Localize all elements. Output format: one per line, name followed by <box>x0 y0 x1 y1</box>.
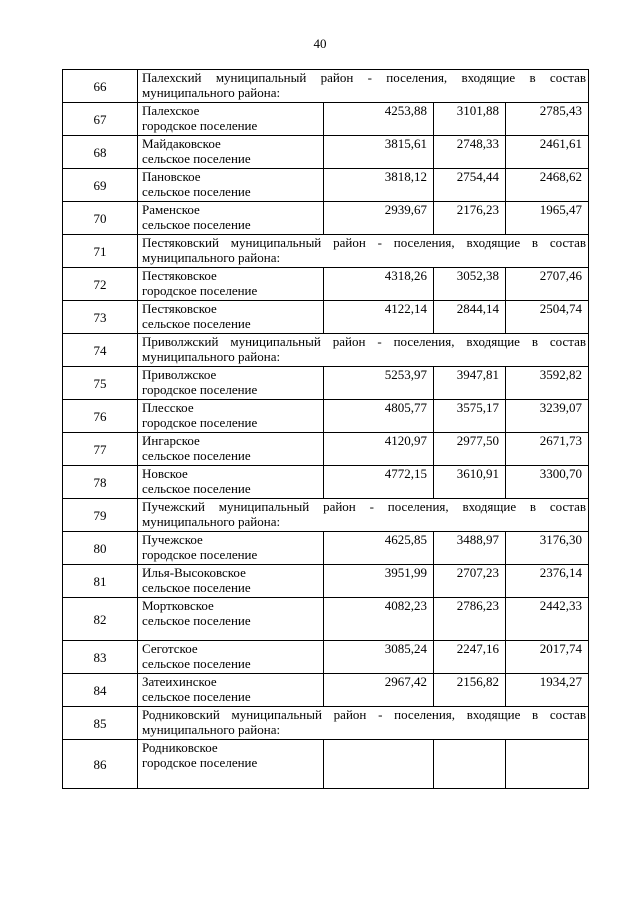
value-col-2 <box>434 740 506 789</box>
settlement-name-line2: сельское поселение <box>142 316 251 331</box>
value-col-2: 2156,82 <box>434 674 506 707</box>
settlement-name <box>138 301 324 334</box>
value-col-1: 3815,61 <box>324 136 434 169</box>
settlement-row <box>63 565 589 598</box>
row-number: 67 <box>63 103 138 136</box>
value-col-3: 2671,73 <box>506 433 589 466</box>
value-col-2: 2707,23 <box>434 565 506 598</box>
settlement-name <box>138 400 324 433</box>
district-row <box>63 707 589 740</box>
settlement-name-line2: сельское поселение <box>142 656 251 671</box>
settlement-row <box>63 367 589 400</box>
settlement-name <box>138 367 324 400</box>
settlement-row <box>63 136 589 169</box>
settlement-row <box>63 532 589 565</box>
settlement-name-line1: Приволжское <box>142 367 217 382</box>
value-col-3: 3592,82 <box>506 367 589 400</box>
row-number: 84 <box>63 674 138 707</box>
value-col-3: 2376,14 <box>506 565 589 598</box>
settlement-name-line1: Пучежское <box>142 532 203 547</box>
value-col-1: 4120,97 <box>324 433 434 466</box>
value-col-2: 3610,91 <box>434 466 506 499</box>
district-row <box>63 70 589 103</box>
row-number: 86 <box>63 740 138 789</box>
settlement-name-line2: городское поселение <box>142 547 258 562</box>
settlement-name-line1: Новское <box>142 466 188 481</box>
settlement-name <box>138 433 324 466</box>
row-number: 75 <box>63 367 138 400</box>
settlement-row <box>63 674 589 707</box>
settlement-row <box>63 740 589 789</box>
settlement-name-line2: сельское поселение <box>142 613 251 628</box>
value-col-2: 3052,38 <box>434 268 506 301</box>
settlement-row <box>63 301 589 334</box>
row-number: 68 <box>63 136 138 169</box>
value-col-2: 2844,14 <box>434 301 506 334</box>
district-title: Пучежский муниципальный район - поселения, входящие в состав муниципального района: <box>138 499 589 532</box>
value-col-2: 3101,88 <box>434 103 506 136</box>
value-col-2: 2247,16 <box>434 641 506 674</box>
settlement-name <box>138 674 324 707</box>
row-number: 83 <box>63 641 138 674</box>
settlement-name <box>138 532 324 565</box>
settlement-name <box>138 169 324 202</box>
value-col-1: 5253,97 <box>324 367 434 400</box>
settlement-name-line1: Родниковское <box>142 740 218 755</box>
value-col-1: 2967,42 <box>324 674 434 707</box>
row-number: 81 <box>63 565 138 598</box>
value-col-1: 3951,99 <box>324 565 434 598</box>
value-col-2: 2748,33 <box>434 136 506 169</box>
value-col-1: 4318,26 <box>324 268 434 301</box>
row-number: 71 <box>63 235 138 268</box>
settlement-name-line1: Плесское <box>142 400 194 415</box>
value-col-1: 4772,15 <box>324 466 434 499</box>
settlement-row <box>63 169 589 202</box>
value-col-2: 2754,44 <box>434 169 506 202</box>
settlement-name-line2: городское поселение <box>142 283 258 298</box>
page-number: 40 <box>313 36 327 51</box>
row-number: 72 <box>63 268 138 301</box>
settlement-name-line2: сельское поселение <box>142 217 251 232</box>
row-number: 82 <box>63 598 138 641</box>
tariff-table <box>62 69 589 789</box>
value-col-3: 1965,47 <box>506 202 589 235</box>
settlement-row <box>63 598 589 641</box>
district-title: Приволжский муниципальный район - поселения, входящие в состав муниципального района: <box>138 334 589 367</box>
value-col-3: 2707,46 <box>506 268 589 301</box>
settlement-name-line2: городское поселение <box>142 382 258 397</box>
value-col-2: 3947,81 <box>434 367 506 400</box>
settlement-name <box>138 136 324 169</box>
value-col-3: 2442,33 <box>506 598 589 641</box>
settlement-row <box>63 103 589 136</box>
value-col-2: 3575,17 <box>434 400 506 433</box>
settlement-name-line1: Мортковское <box>142 598 214 613</box>
settlement-name-line2: сельское поселение <box>142 151 251 166</box>
value-col-1: 4625,85 <box>324 532 434 565</box>
value-col-3: 3300,70 <box>506 466 589 499</box>
settlement-name-line1: Затеихинское <box>142 674 217 689</box>
district-title: Палехский муниципальный район - поселения, входящие в состав муниципального района: <box>138 70 589 103</box>
settlement-name-line1: Сеготское <box>142 641 198 656</box>
settlement-row <box>63 202 589 235</box>
settlement-name <box>138 466 324 499</box>
value-col-2: 3488,97 <box>434 532 506 565</box>
value-col-2: 2176,23 <box>434 202 506 235</box>
settlement-row <box>63 400 589 433</box>
settlement-name <box>138 740 324 789</box>
settlement-row <box>63 268 589 301</box>
value-col-1: 2939,67 <box>324 202 434 235</box>
value-col-3: 2785,43 <box>506 103 589 136</box>
value-col-2: 2977,50 <box>434 433 506 466</box>
settlement-name-line1: Майдаковское <box>142 136 221 151</box>
row-number: 66 <box>63 70 138 103</box>
settlement-name-line1: Пановское <box>142 169 201 184</box>
row-number: 70 <box>63 202 138 235</box>
settlement-name-line2: городское поселение <box>142 415 258 430</box>
row-number: 85 <box>63 707 138 740</box>
value-col-3: 3239,07 <box>506 400 589 433</box>
settlement-name-line2: сельское поселение <box>142 448 251 463</box>
district-row <box>63 334 589 367</box>
settlement-name-line2: сельское поселение <box>142 184 251 199</box>
settlement-name <box>138 103 324 136</box>
district-title: Пестяковский муниципальный район - поселения, входящие в состав муниципального района: <box>138 235 589 268</box>
value-col-1: 3085,24 <box>324 641 434 674</box>
value-col-3 <box>506 740 589 789</box>
settlement-name-line2: сельское поселение <box>142 580 251 595</box>
settlement-name-line2: сельское поселение <box>142 481 251 496</box>
row-number: 77 <box>63 433 138 466</box>
value-col-3: 2504,74 <box>506 301 589 334</box>
value-col-3: 2468,62 <box>506 169 589 202</box>
value-col-1 <box>324 740 434 789</box>
table-body <box>63 70 589 789</box>
settlement-name-line1: Палехское <box>142 103 200 118</box>
row-number: 73 <box>63 301 138 334</box>
row-number: 74 <box>63 334 138 367</box>
settlement-name <box>138 641 324 674</box>
value-col-1: 4122,14 <box>324 301 434 334</box>
row-number: 78 <box>63 466 138 499</box>
settlement-name <box>138 268 324 301</box>
settlement-row <box>63 641 589 674</box>
settlement-row <box>63 466 589 499</box>
value-col-1: 4253,88 <box>324 103 434 136</box>
row-number: 79 <box>63 499 138 532</box>
row-number: 76 <box>63 400 138 433</box>
row-number: 69 <box>63 169 138 202</box>
value-col-3: 2017,74 <box>506 641 589 674</box>
settlement-name-line1: Пестяковское <box>142 268 217 283</box>
district-row <box>63 499 589 532</box>
value-col-1: 3818,12 <box>324 169 434 202</box>
settlement-name <box>138 565 324 598</box>
settlement-name-line1: Ингарское <box>142 433 200 448</box>
settlement-row <box>63 433 589 466</box>
district-title: Родниковский муниципальный район - поселения, входящие в состав муниципального района: <box>138 707 589 740</box>
settlement-name-line2: городское поселение <box>142 755 258 770</box>
value-col-3: 3176,30 <box>506 532 589 565</box>
value-col-1: 4805,77 <box>324 400 434 433</box>
settlement-name-line1: Пестяковское <box>142 301 217 316</box>
settlement-name <box>138 598 324 641</box>
settlement-name-line1: Раменское <box>142 202 200 217</box>
settlement-name <box>138 202 324 235</box>
value-col-3: 1934,27 <box>506 674 589 707</box>
value-col-3: 2461,61 <box>506 136 589 169</box>
row-number: 80 <box>63 532 138 565</box>
value-col-1: 4082,23 <box>324 598 434 641</box>
settlement-name-line2: городское поселение <box>142 118 258 133</box>
settlement-name-line1: Илья-Высоковское <box>142 565 246 580</box>
value-col-2: 2786,23 <box>434 598 506 641</box>
settlement-name-line2: сельское поселение <box>142 689 251 704</box>
district-row <box>63 235 589 268</box>
